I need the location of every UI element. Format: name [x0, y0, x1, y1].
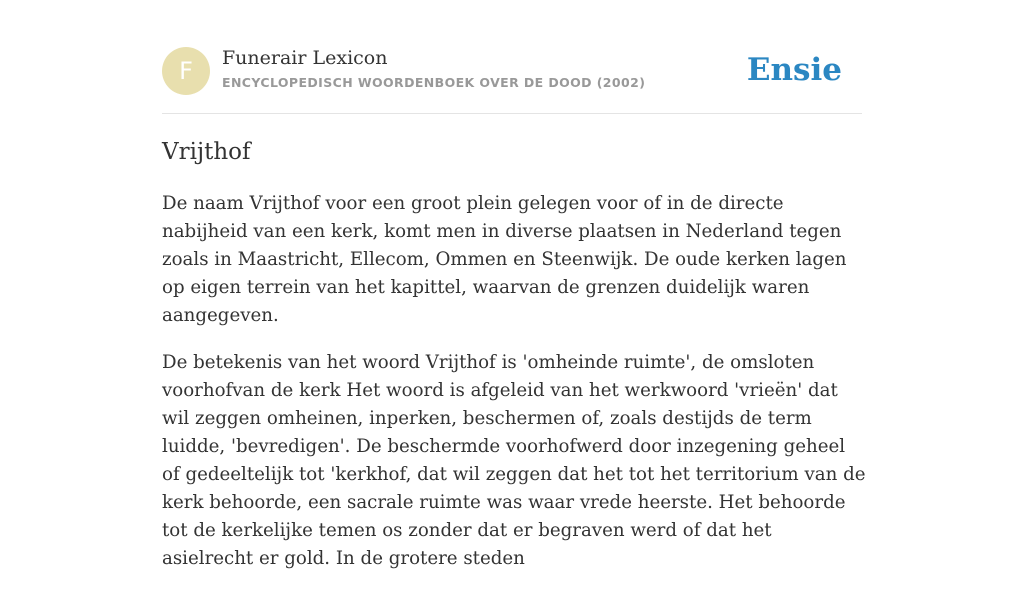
- source-header: [162, 46, 862, 96]
- entry-paragraph: De betekenis van het woord Vrijthof is 'omheinde ruimte', de omsloten voorhofvan de kerk Het woord is afgeleid van het werkwoord 'vrieën' dat wil zeggen omheinen, inperken, beschermen of, zoals destijds de term luidde, 'bevredigen'. De beschermde voorhofwerd door inzegening geheel of gedeeltelijk tot 'kerkhof, dat wil zeggen dat het tot het territorium van de kerk behoorde, een sacrale ruimte was waar vrede heerste. Het behoorde tot de kerkelijke temen os zonder dat er begraven werd of dat het asielrecht er gold. In de grotere steden: [162, 352, 866, 569]
- source-subtitle: ENCYCLOPEDISCH WOORDENBOEK OVER DE DOOD (2002): [222, 75, 646, 90]
- source-name-link[interactable]: Funerair Lexicon: [222, 47, 388, 69]
- source-avatar[interactable]: F: [162, 47, 210, 95]
- ensie-logo[interactable]: Ensie: [746, 52, 842, 88]
- entry-title: Vrijthof: [162, 139, 251, 165]
- entry-paragraph: De naam Vrijthof voor een groot plein gelegen voor of in de directe nabijheid van een kerk, komt men in diverse plaatsen in Nederland tegen zoals in Maastricht, Ellecom, Ommen en Steenwijk. De oude kerken lagen op eigen terrein van het kapittel, waarvan de grenzen duidelijk waren aangegeven.: [162, 193, 847, 326]
- header-divider: [162, 113, 862, 114]
- entry-body: [162, 190, 867, 592]
